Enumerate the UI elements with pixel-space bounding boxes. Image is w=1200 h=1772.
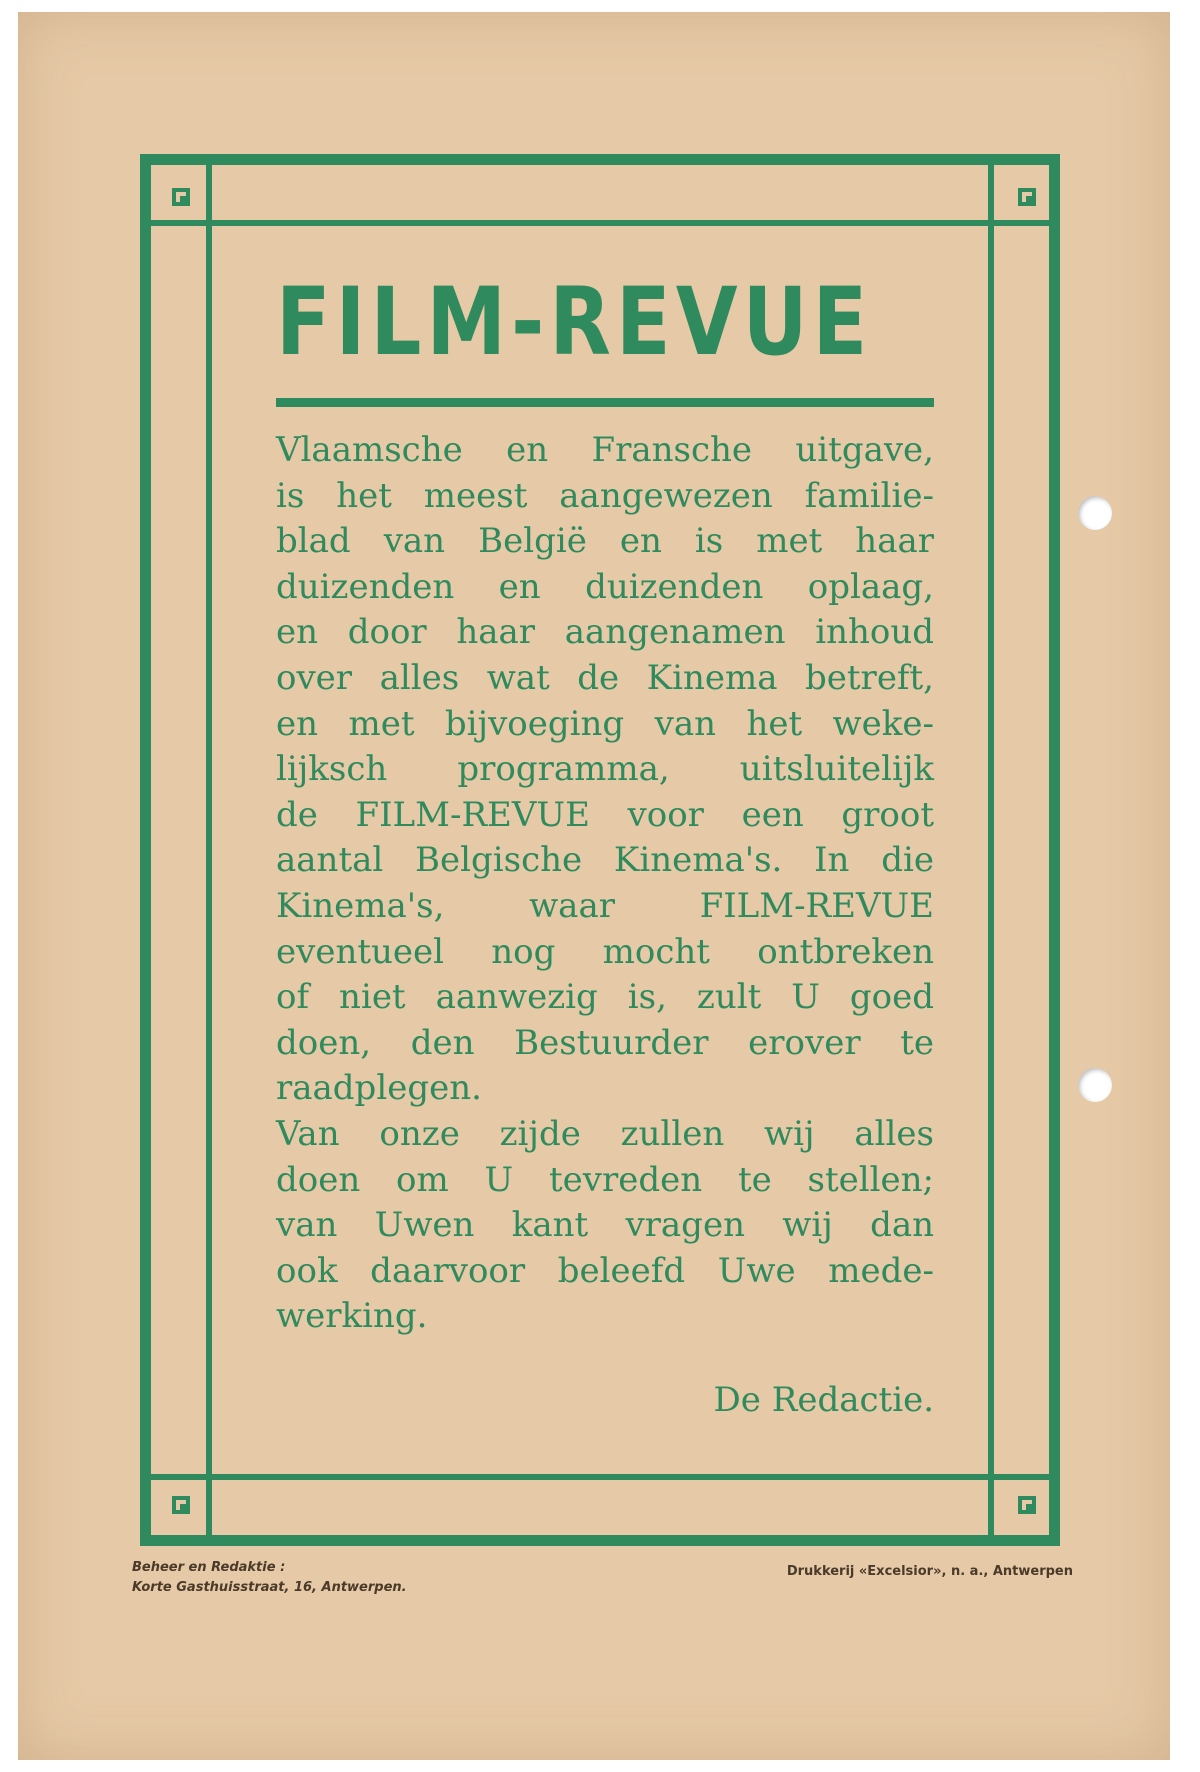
body-line: lijksch programma, uitsluitelijk <box>276 749 934 790</box>
body-line: werking. <box>276 1296 428 1337</box>
body-line: of niet aanwezig is, zult U goed <box>276 977 934 1018</box>
footer-address-line: Beheer en Redaktie : <box>132 1560 286 1575</box>
body-line: en door haar aangenamen inhoud <box>276 612 934 653</box>
poster-title: FILM-REVUE <box>276 268 873 377</box>
body-line: de FILM-REVUE voor een groot <box>276 794 934 835</box>
footer-printer: Drukkerij «Excelsior», n. a., Antwerpen <box>786 1564 1073 1579</box>
frame-column-left <box>206 154 212 1546</box>
frame-rail-bottom <box>140 1474 1060 1480</box>
signature: De Redactie. <box>713 1380 934 1420</box>
frame-rail-top <box>140 220 1060 226</box>
body-line: ook daarvoor beleefd Uwe mede- <box>276 1250 934 1291</box>
corner-square-icon <box>1018 1496 1036 1514</box>
body-line: raadplegen. <box>276 1068 482 1109</box>
body-line: over alles wat de Kinema betreft, <box>276 657 934 698</box>
title-underline <box>276 398 934 407</box>
corner-square-icon <box>172 188 190 206</box>
punch-hole-bottom <box>1078 1068 1112 1102</box>
body-line: doen, den Bestuurder erover te <box>276 1022 934 1063</box>
body-line: doen om U tevreden te stellen; <box>276 1159 934 1200</box>
frame-column-right <box>988 154 994 1546</box>
body-line: Vlaamsche en Fransche uitgave, <box>276 430 934 470</box>
footer-publisher-address <box>132 1558 407 1598</box>
corner-square-icon <box>172 1496 190 1514</box>
punch-hole-top <box>1078 496 1112 530</box>
body-line: duizenden en duizenden oplaag, <box>276 566 934 607</box>
poster-body <box>276 428 934 1340</box>
body-line: Kinema's, waar FILM-REVUE <box>276 885 934 926</box>
body-line: Van onze zijde zullen wij alles <box>276 1113 934 1154</box>
body-line: en met bijvoeging van het weke- <box>276 703 934 744</box>
corner-square-icon <box>1018 188 1036 206</box>
body-line: blad van België en is met haar <box>276 521 934 562</box>
body-line: aantal Belgische Kinema's. In die <box>276 840 934 881</box>
footer-address-line: Korte Gasthuisstraat, 16, Antwerpen. <box>132 1580 407 1595</box>
body-line: eventueel nog mocht ontbreken <box>276 931 934 972</box>
body-line: is het meest aangewezen familie- <box>276 475 934 516</box>
body-line: van Uwen kant vragen wij dan <box>276 1205 934 1246</box>
